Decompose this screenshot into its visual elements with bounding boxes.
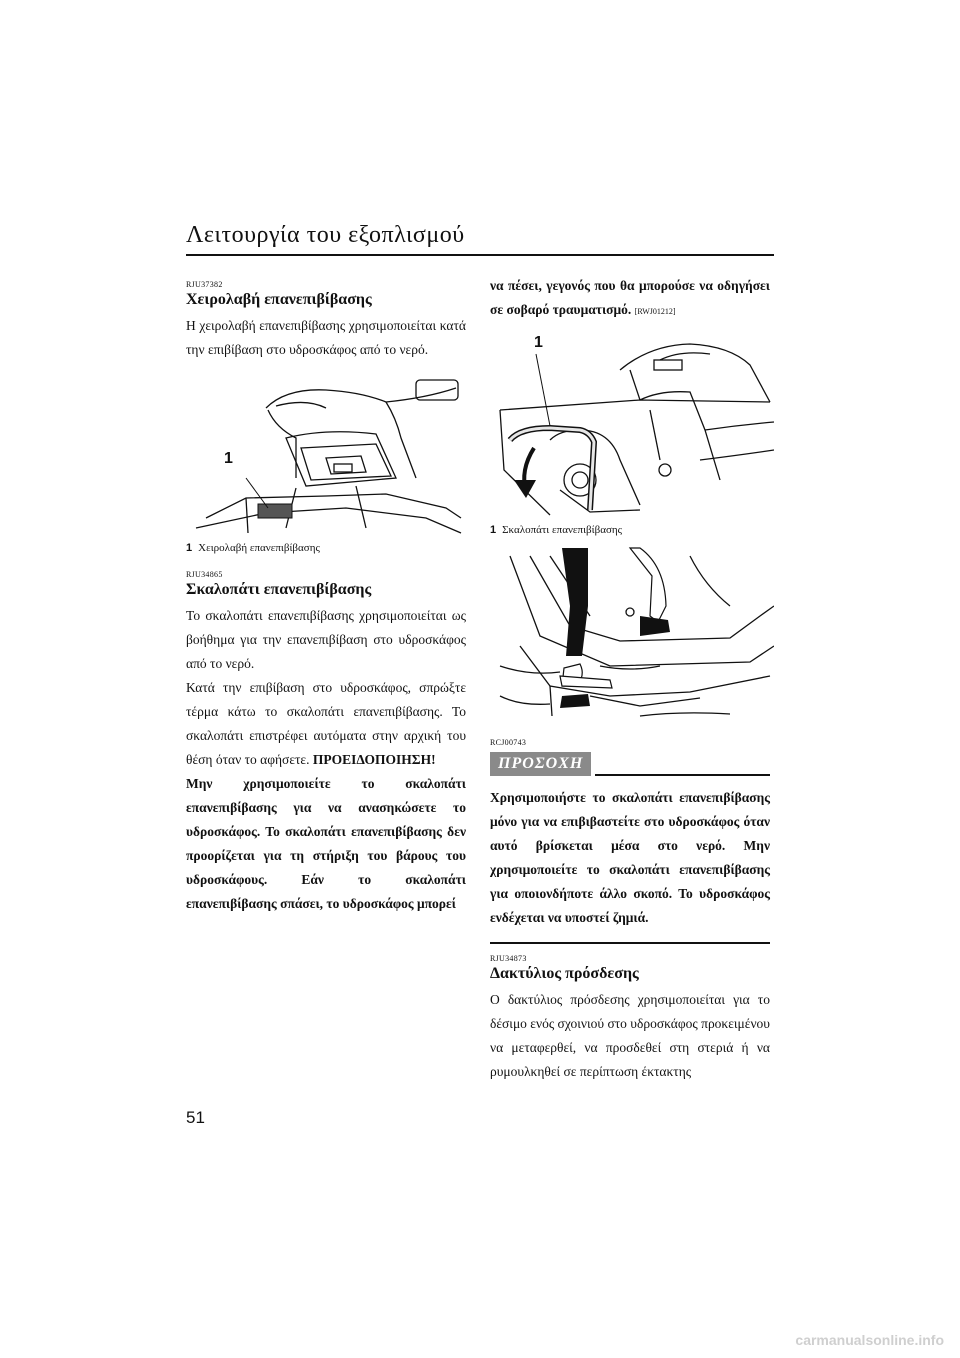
- arrow-down-icon: [514, 480, 536, 498]
- figure-boarding-step: [490, 330, 774, 520]
- caution-code: RCJ00743: [490, 738, 527, 747]
- section-code: RJU37382: [186, 280, 223, 289]
- figure-caption: [186, 540, 466, 556]
- page-number: 51: [186, 1108, 205, 1127]
- grab-handle-shape: [258, 504, 292, 518]
- caption-text: Χειρολαβή επανεπιβίβασης: [198, 542, 320, 554]
- figure-grab-handle: [186, 368, 466, 538]
- caution-rule: [595, 774, 770, 776]
- person-leg-left: [562, 548, 588, 656]
- figure-boarding-person: [490, 546, 774, 726]
- header-rule: [186, 254, 774, 256]
- section-body: Η χειρολαβή επανεπιβίβασης χρησιμοποιείται κατά την επιβίβαση στο υδροσκάφος από το νερό.: [186, 318, 466, 357]
- section-heading-boarding-step: Σκαλοπάτι επανεπιβίβασης: [186, 581, 372, 598]
- section-heading-mooring-ring: Δακτύλιος πρόσδεσης: [490, 965, 639, 982]
- section-code: RJU34865: [186, 570, 223, 579]
- warning-code: [RWJ01212]: [634, 307, 676, 316]
- section-body: [186, 676, 466, 772]
- page-header-title: Λειτουργία του εξοπλισμού: [186, 222, 465, 248]
- left-column: [186, 274, 466, 916]
- figure-callout-1: 1: [224, 450, 233, 467]
- illustration-boarding-step: [490, 330, 774, 520]
- caution-text: Χρησιμοποιήστε το σκαλοπάτι επανεπιβίβασης μόνο για να επιβιβαστείτε στο υδροσκάφος όταν αυτό βρίσκεται μέσα στο νερό. Μην χρησιμοποιείτε το σκαλοπάτι επανεπιβίβασης για οποιονδήποτε άλλο σκοπό. Το υδροσκάφος ενδέχεται να υποστεί ζημιά.: [490, 790, 770, 925]
- boarding-step-shape: [510, 428, 594, 510]
- section-heading-grab-handle: Χειρολαβή επανεπιβίβασης: [186, 291, 372, 308]
- caution-label: ΠΡΟΣΟΧΗ: [490, 752, 591, 776]
- watermark: carmanualsonline.info: [795, 1332, 944, 1348]
- caption-number: 1: [490, 524, 497, 536]
- caption-number: 1: [186, 542, 193, 554]
- section-body-text: Κατά την επιβίβαση στο υδροσκάφος, σπρώξτε τέρμα κάτω το σκαλοπάτι επανεπιβίβασης. Το σκαλοπάτι επιστρέφει αυτόματα στην αρχική του θέση όταν το αφήσετε.: [186, 680, 466, 767]
- section-body: Ο δακτύλιος πρόσδεσης χρησιμοποιείται για το δέσιμο ενός σχοινιού στο υδροσκάφος προκειμένου να μεταφερθεί, να προσδεθεί στη στεριά ή να ρυμουλκηθεί σε περίπτωση έκτακτης: [490, 992, 770, 1079]
- warning-text-continued: [490, 274, 770, 324]
- warning-text-cont: να πέσει, γεγονός που θα μπορούσε να οδηγήσει σε σοβαρό τραυματισμό.: [490, 278, 770, 317]
- warning-label: ΠΡΟΕΙΔΟΠΟΙΗΣΗ!: [312, 752, 436, 767]
- section-code: RJU34873: [490, 954, 527, 963]
- right-column: [490, 274, 770, 1084]
- boarding-step-shape: [560, 676, 612, 688]
- figure-caption: [490, 522, 770, 538]
- caption-text: Σκαλοπάτι επανεπιβίβασης: [502, 524, 623, 536]
- caution-header: [490, 752, 770, 776]
- figure-callout-1: 1: [534, 334, 543, 351]
- person-leg-right: [630, 548, 666, 622]
- section-body: Το σκαλοπάτι επανεπιβίβασης χρησιμοποιείται ως βοήθημα για την επανεπιβίβαση στο υδροσκάφος από το νερό.: [186, 608, 466, 671]
- caution-end-rule: [490, 942, 770, 944]
- warning-text: Μην χρησιμοποιείτε το σκαλοπάτι επανεπιβίβασης για να ανασηκώσετε το υδροσκάφος. Το σκαλοπάτι επανεπιβίβασης δεν προορίζεται για τη στήριξη του βάρους του υδροσκάφους. Εάν το σκαλοπάτι επανεπιβίβασης σπάσει, το υδροσκάφος μπορεί: [186, 776, 466, 911]
- illustration-person-boarding: [490, 546, 774, 726]
